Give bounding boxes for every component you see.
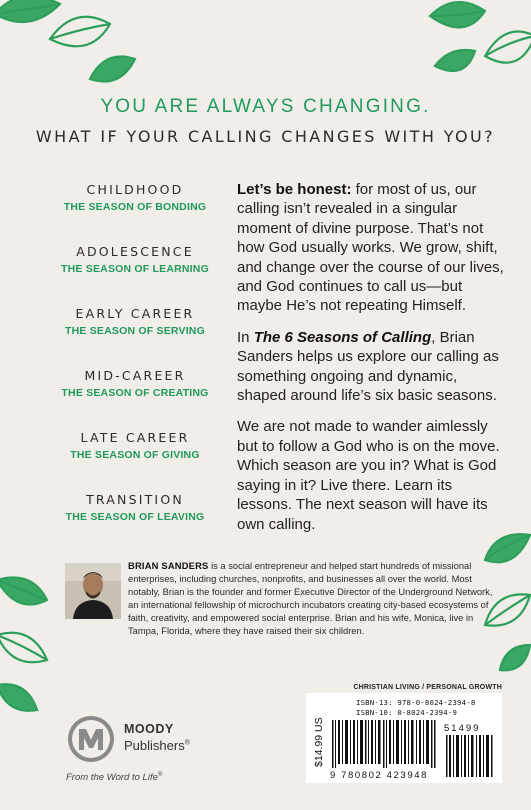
season-name: TRANSITION xyxy=(86,492,184,507)
description-paragraph-2 xyxy=(237,328,505,406)
barcode-digits: 9 780802 423948 xyxy=(330,770,428,781)
headline: YOU ARE ALWAYS CHANGING. xyxy=(100,96,431,117)
seasons-list xyxy=(60,182,210,554)
paragraph-text: In xyxy=(237,328,254,346)
publisher-name: MOODY xyxy=(124,722,174,736)
leaf-illustration-bottom-left xyxy=(0,560,62,720)
moody-m-logo-icon xyxy=(66,714,116,764)
season-name: ADOLESCENCE xyxy=(76,244,194,259)
publisher-tagline: From the Word to Life® xyxy=(66,772,163,784)
season-childhood xyxy=(60,182,210,244)
season-adolescence xyxy=(60,244,210,306)
season-name: EARLY CAREER xyxy=(75,306,195,321)
barcode-box xyxy=(306,693,502,783)
subhead: WHAT IF YOUR CALLING CHANGES WITH YOU? xyxy=(35,127,496,146)
season-subtitle: THE SEASON OF SERVING xyxy=(65,325,205,337)
book-title: The 6 Seasons of Calling xyxy=(253,328,432,346)
lead-in: Let’s be honest: xyxy=(237,181,352,198)
publisher-name-line2: Publishers® xyxy=(124,738,190,753)
barcode-icon xyxy=(332,720,438,768)
author-photo xyxy=(65,563,121,619)
season-early-career xyxy=(60,306,210,368)
price-addon-digits: 51499 xyxy=(444,723,481,734)
paragraph-text: , Brian Sanders helps us explore our calling as something ongoing and dynamic, shaped around life’s six basic seasons. xyxy=(237,328,499,405)
isbn-10: ISBN-10: 0-8024-2394-9 xyxy=(356,708,458,717)
season-subtitle: THE SEASON OF CREATING xyxy=(61,387,209,399)
season-subtitle: THE SEASON OF GIVING xyxy=(70,449,200,461)
season-name: MID-CAREER xyxy=(84,368,186,383)
bio-text: is a social entrepreneur and helped start hundreds of missional enterprises, including churches, nonprofits, and businesses all over the world. Most notably, Brian is the founder and former Executive Director of the Underground Network, an international fellowship of microchurch incubators creating city-based ecosystems of faith, creativity, and empowered social enterprise. Brian and his wife, Monica, live in Tampa, Florida, where they have raised their six children. xyxy=(128,561,493,636)
leaf-illustration-top-left xyxy=(0,0,140,89)
paragraph-text: for most of us, our calling isn’t revealed in a singular moment of divine purpose. That’s not how God usually works. We grow, shift, and change over the course of our lives, and God continues to call us—but maybe He’s not repeating Himself. xyxy=(237,181,504,315)
season-subtitle: THE SEASON OF BONDING xyxy=(63,201,207,213)
isbn-13: ISBN-13: 978-0-8024-2394-8 xyxy=(356,698,476,707)
season-late-career xyxy=(60,430,210,492)
category-label: CHRISTIAN LIVING / PERSONAL GROWTH xyxy=(353,684,502,691)
season-mid-career xyxy=(60,368,210,430)
book-description xyxy=(237,180,505,546)
season-subtitle: THE SEASON OF LEARNING xyxy=(61,263,209,275)
publisher-logo xyxy=(66,714,190,769)
season-subtitle: THE SEASON OF LEAVING xyxy=(65,511,205,523)
author-name: BRIAN SANDERS xyxy=(128,561,209,571)
season-name: CHILDHOOD xyxy=(86,182,184,197)
price: $14.99 US xyxy=(313,717,325,767)
description-paragraph-3: We are not made to wander aimlessly but to follow a God who is on the move. Which season are you in? What is God saying in it? Live there. Learn its lessons. The next season will have its own calling. xyxy=(237,418,500,533)
price-addon-barcode-icon xyxy=(446,735,496,777)
leaf-illustration-top-right xyxy=(400,0,531,96)
season-name: LATE CAREER xyxy=(80,430,190,445)
author-bio xyxy=(128,560,503,637)
season-transition xyxy=(60,492,210,554)
description-paragraph-1 xyxy=(237,180,505,316)
